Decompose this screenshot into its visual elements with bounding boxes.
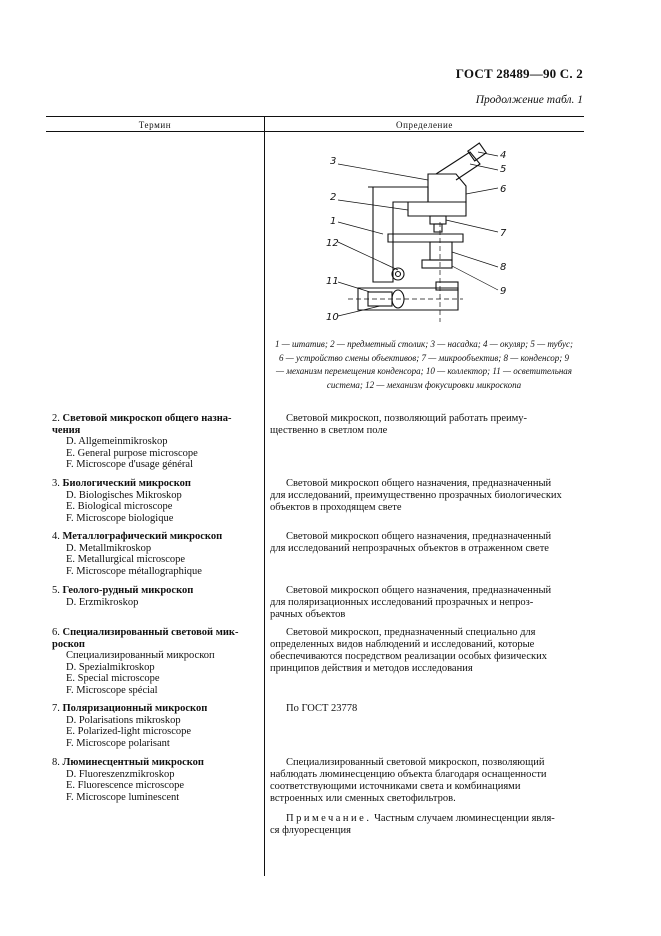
figure-label-8: 8 — [500, 262, 507, 273]
figure-label-7: 7 — [500, 228, 507, 239]
figure-caption: 1 — штатив; 2 — предметный столик; 3 — насадка; 4 — окуляр; 5 — тубус; 6 — устройство смены объективов; 7 — микрообъектив; 8 — конденсор; 9 — механизм перемещения конденсора; 10 — коллектор; 11 — осветительная система; 12 — механизм фокусировки микроскопа — [275, 339, 573, 390]
term-number: 2. — [52, 413, 60, 424]
term-entry-8: 8. Люминесцентный микроскоп D. Fluoreszenzmikroskop E. Fluorescence microscope F. Microscope luminescent — [52, 757, 204, 803]
figure-label-6: 6 — [500, 184, 507, 195]
microscope-diagram — [318, 142, 536, 332]
standard-header: ГОСТ 28489—90 С. 2 — [455, 66, 583, 81]
term-title: Световой микроскоп общего назна- — [62, 413, 232, 424]
figure-label-9: 9 — [500, 286, 507, 297]
table-header-rule — [46, 131, 584, 132]
term-entry-4: 4. Металлографический микроскоп D. Metallmikroskop E. Metallurgical microscope F. Microscope métallographique — [52, 531, 223, 577]
term-synonym: Специализированный микроскоп — [66, 650, 215, 661]
definition-3: Световой микроскоп общего назначения, предназначенный для исследований, преимущественно прозрачных биологических объектов в проходящем свете — [270, 478, 562, 513]
term-title-cont: чения — [52, 424, 81, 436]
figure-label-4: 4 — [500, 150, 507, 161]
term-en: E. General purpose microscope — [66, 447, 198, 459]
term-entry-2 — [52, 413, 260, 471]
column-header-definition: Определение — [396, 120, 453, 130]
term-de: D. Allgemeinmikroskop — [66, 436, 168, 447]
column-divider — [264, 116, 265, 876]
column-header-term: Термин — [138, 120, 172, 130]
term-entry-5: 5. Геолого-рудный микроскоп D. Erzmikroskop — [52, 585, 194, 608]
definition-4: Световой микроскоп общего назначения, предназначенный для исследований непрозрачных объектов в отраженном свете — [270, 531, 552, 554]
figure-label-10: 10 — [326, 312, 339, 323]
figure-label-11: 11 — [326, 276, 339, 287]
definition-7: По ГОСТ 23778 — [286, 703, 358, 714]
definition-5: Световой микроскоп общего назначения, предназначенный для поляризационных исследований прозрачных и непроз- рачных объектов — [270, 585, 552, 620]
term-fr: F. Microscope d'usage général — [66, 459, 194, 470]
table-top-rule — [46, 116, 584, 117]
figure-label-1: 1 — [330, 216, 337, 227]
figure-label-5: 5 — [500, 164, 507, 175]
term-entry-6: 6. Специализированный световой мик- роскоп Специализированный микроскоп D. Spezialmikroskop E. Special microscope F. Microscope spécial — [52, 627, 260, 696]
figure-label-3: 3 — [330, 156, 337, 167]
term-entry-3: 3. Биологический микроскоп D. Biologisches Mikroskop E. Biological microscope F. Microscope biologique — [52, 478, 191, 524]
definition-2: Световой микроскоп, позволяющий работать преиму- щественно в светлом поле — [270, 413, 528, 436]
definition-8: Специализированный световой микроскоп, позволяющий наблюдать люминесценцию объекта благодаря оснащенности соответствующими источниками света и комбинациями встроенных или сменных светофильтров. Примечание. Частным случаем люминесценции явля- ся флуоресценция — [270, 757, 578, 837]
figure-label-12: 12 — [326, 238, 339, 249]
term-entry-7: 7. Поляризационный микроскоп D. Polarisations mikroskop E. Polarized-light microscope F. Microscope polarisant — [52, 703, 208, 749]
table-continuation-label: Продолжение табл. 1 — [475, 94, 583, 106]
figure-label-2: 2 — [330, 192, 337, 203]
definition-note: Примечание. Частным случаем люминесценции явля- — [286, 813, 555, 824]
definition-6: Световой микроскоп, предназначенный специально для определенных видов наблюдений и исследований, которые обеспечиваются посредством реализации особых физических принципов действия и методов исследования — [270, 627, 547, 674]
